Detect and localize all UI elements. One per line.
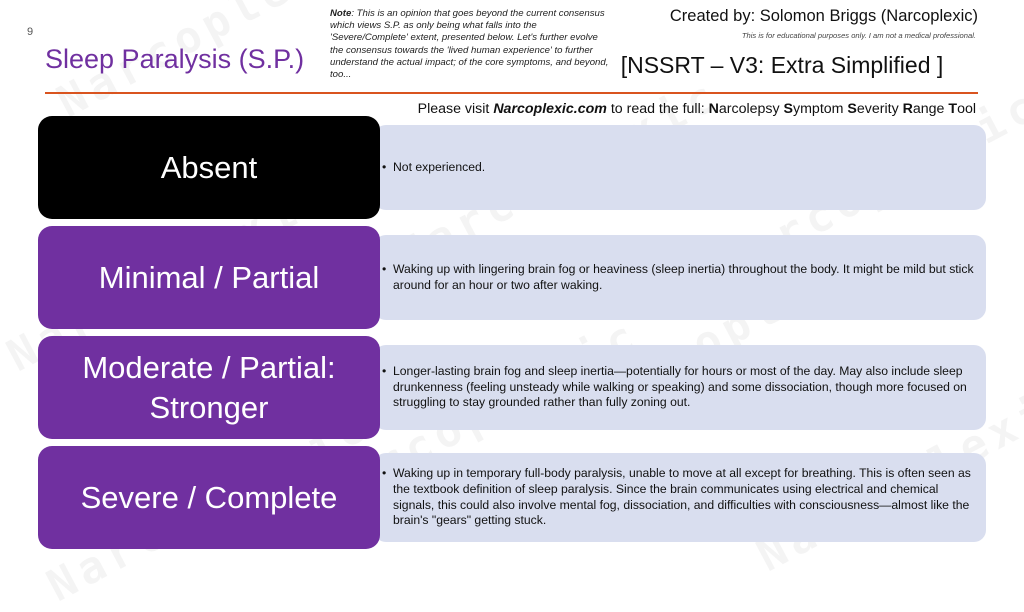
acronym-word: ool [957,101,976,117]
slide-number: 9 [27,26,34,38]
author-credit: Created by: Solomon Briggs (Narcoplexic) [669,7,978,25]
acronym-initial: T [948,101,958,117]
severity-description-severe [374,453,986,542]
note-body: : This is an opinion that goes beyond the current consensus which views S.P. as only being what falls into the 'Severe/Complete' extent, presented below. Let's further evolve the consensus towards the 'lived human experience' to further understand the actual impact; of the core symptoms, and beyond, too... [330,8,609,81]
acronym-word: arcolepsy [718,101,784,117]
acronym-word: everity [856,101,903,117]
severity-row-moderate [38,336,988,439]
severity-description-moderate [374,345,986,430]
acronym-word: ange [912,101,949,117]
visit-middle: to read the full: [606,101,709,117]
visit-line [360,101,976,117]
description-bullet: • Waking up in temporary full-body paralysis, unable to move at all except for breathing. This is often seen as the textbook definition of sleep paralysis. Since the brain communicates using electrical and chemical signals, this could also involve mental fog, dissociation, and difficulties with consciousness—almost like the brain's "gears" getting stuck. [382,466,974,528]
note-text [330,8,612,81]
acronym-initial: N [708,101,719,117]
severity-label-severe: Severe / Complete [38,446,380,549]
acronym-initial: S [783,101,794,117]
severity-row-severe [38,446,988,549]
site-link[interactable]: Narcoplexic.com [493,101,607,117]
acronym-initial: R [902,101,913,117]
tool-name: [NSSRT – V3: Extra Simplified ] [620,52,944,78]
page-title: Sleep Paralysis (S.P.) [45,44,305,74]
severity-row-absent [38,116,988,219]
severity-label-minimal: Minimal / Partial [38,226,380,329]
severity-label-absent: Absent [38,116,380,219]
acronym-initial: S [847,101,857,117]
acronym-word: ymptom [793,101,848,117]
description-bullet: • Waking up with lingering brain fog or heaviness (sleep inertia) throughout the body. It might be mild but stick around for an hour or two after waking. [382,262,974,293]
description-bullet: • Longer-lasting brain fog and sleep inertia—potentially for hours or most of the day. May also include sleep drunkenness (feeling unsteady while walking or speaking) and some dissociation, though more focused on struggling to stay grounded rather than fully zoning out. [382,364,974,411]
severity-description-absent [374,125,986,210]
severity-row-minimal [38,226,988,329]
note-label: Note [330,8,352,19]
visit-prefix: Please visit [417,101,494,117]
disclaimer: This is for educational purposes only. I am not a medical professional. [741,31,976,40]
description-bullet: • Not experienced. [382,160,485,176]
severity-label-moderate: Moderate / Partial: Stronger [38,336,380,439]
severity-description-minimal [374,235,986,320]
header-divider [45,92,978,94]
